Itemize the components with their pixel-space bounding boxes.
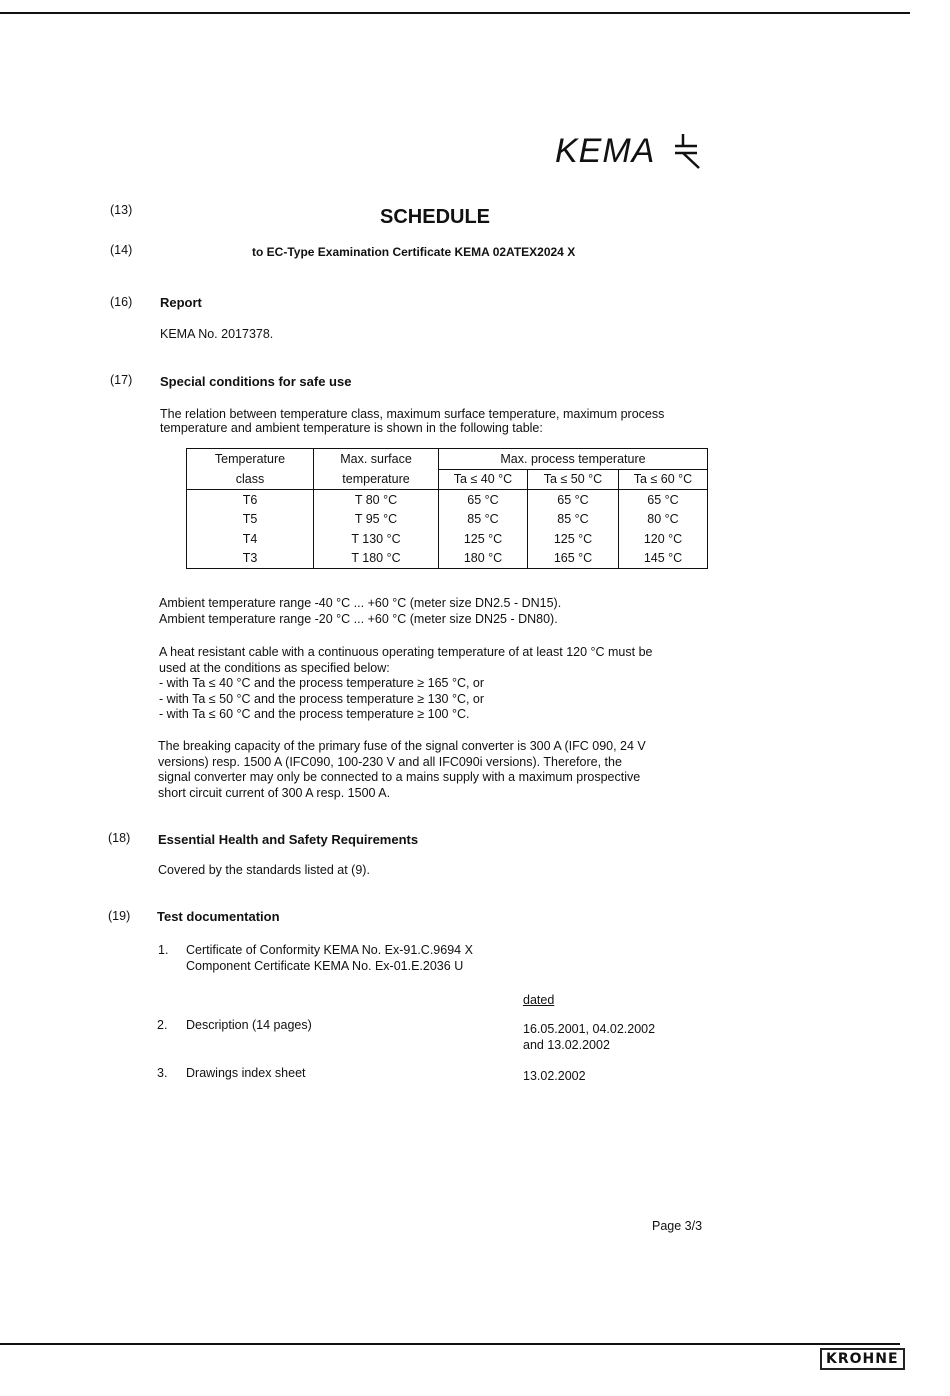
fuse-line: versions) resp. 1500 A (IFC090, 100-230 V and all IFC090i versions). Therefore, the — [158, 754, 622, 769]
intro-line: The relation between temperature class, maximum surface temperature, maximum process — [160, 407, 665, 421]
item-number: 3. — [157, 1066, 168, 1080]
cable-conditions — [159, 645, 652, 723]
header-col2-line: Max. surface — [340, 452, 412, 466]
ambient-ranges — [159, 596, 561, 627]
fuse-line: short circuit current of 300 A resp. 1500 A. — [158, 785, 391, 800]
table-cell: 85 °C — [439, 510, 528, 530]
header-max-surface — [314, 449, 439, 470]
date-line: and 13.02.2002 — [523, 1037, 610, 1052]
table-cell: 125 °C — [528, 529, 619, 549]
test-doc-item-1 — [186, 943, 473, 974]
temperature-table — [186, 448, 708, 569]
dated-label: dated — [523, 993, 555, 1007]
header-ta40: Ta ≤ 40 °C — [439, 469, 528, 490]
table-row — [187, 529, 708, 549]
special-conditions-heading: Special conditions for safe use — [160, 374, 352, 389]
section-number-14: (14) — [110, 243, 133, 257]
table-cell: 145 °C — [619, 549, 708, 569]
table-cell: 120 °C — [619, 529, 708, 549]
table-cell: T5 — [187, 510, 314, 530]
date-line: 16.05.2001, 04.02.2002 — [523, 1022, 656, 1036]
item-number: 1. — [158, 943, 169, 957]
table-cell: 180 °C — [439, 549, 528, 569]
certificate-subtitle: to EC-Type Examination Certificate KEMA 02ATEX2024 X — [252, 245, 576, 259]
page-number: Page 3/3 — [652, 1219, 703, 1233]
table-cell: T6 — [187, 490, 314, 510]
table-row — [187, 510, 708, 530]
fuse-line: The breaking capacity of the primary fuse of the signal converter is 300 A (IFC 090, 24 V — [158, 739, 646, 753]
table-row — [187, 490, 708, 510]
item-number: 2. — [157, 1018, 168, 1032]
report-number: KEMA No. 2017378. — [160, 327, 274, 341]
essential-heading: Essential Health and Safety Requirements — [158, 832, 419, 847]
table-cell: 165 °C — [528, 549, 619, 569]
table-row — [187, 549, 708, 569]
kema-logo — [555, 132, 655, 172]
table-cell: T4 — [187, 529, 314, 549]
fuse-paragraph — [158, 739, 646, 801]
table-cell: T 95 °C — [314, 510, 439, 530]
table-cell: T 80 °C — [314, 490, 439, 510]
schedule-title: SCHEDULE — [380, 206, 491, 228]
header-col1-line: Temperature — [214, 452, 286, 466]
essential-body: Covered by the standards listed at (9). — [158, 863, 370, 877]
header-col1-line2: class — [187, 469, 314, 490]
item-line: Certificate of Conformity KEMA No. Ex-91.C.9694 X — [186, 943, 473, 957]
section-number-18: (18) — [108, 831, 131, 845]
krohne-logo: KROHNE — [820, 1348, 905, 1370]
header-ta60: Ta ≤ 60 °C — [619, 469, 708, 490]
item-line: Component Certificate KEMA No. Ex-01.E.2036 U — [186, 958, 464, 973]
bottom-rule — [0, 1343, 900, 1345]
cable-line: used at the conditions as specified below: — [159, 660, 390, 675]
cable-line: A heat resistant cable with a continuous operating temperature of at least 120 °C must be — [159, 645, 653, 659]
section-number-13: (13) — [110, 203, 133, 217]
table-cell: T 130 °C — [314, 529, 439, 549]
kema-logo-text: KEMA — [555, 132, 656, 170]
section-number-17: (17) — [110, 373, 133, 387]
test-documentation-heading: Test documentation — [157, 909, 280, 924]
item-line: Drawings index sheet — [186, 1066, 306, 1080]
item-date — [523, 1022, 655, 1053]
intro-line: temperature and ambient temperature is shown in the following table: — [160, 420, 543, 435]
section-number-16: (16) — [110, 295, 133, 309]
table-cell: 125 °C — [439, 529, 528, 549]
table-cell: T3 — [187, 549, 314, 569]
special-intro — [160, 407, 664, 436]
item-date: 13.02.2002 — [523, 1069, 586, 1083]
table-cell: 65 °C — [439, 490, 528, 510]
kema-logo-mark-icon — [673, 132, 703, 170]
cable-line: - with Ta ≤ 50 °C and the process temperature ≥ 130 °C, or — [159, 691, 485, 706]
header-max-process-temperature: Max. process temperature — [439, 449, 708, 470]
table-cell: 85 °C — [528, 510, 619, 530]
header-temperature-class — [187, 449, 314, 470]
item-line: Description (14 pages) — [186, 1018, 312, 1032]
cable-line: - with Ta ≤ 60 °C and the process temperature ≥ 100 °C. — [159, 707, 470, 721]
table-cell: 80 °C — [619, 510, 708, 530]
table-cell: T 180 °C — [314, 549, 439, 569]
table-cell: 65 °C — [528, 490, 619, 510]
header-ta50: Ta ≤ 50 °C — [528, 469, 619, 490]
cable-line: - with Ta ≤ 40 °C and the process temperature ≥ 165 °C, or — [159, 676, 485, 690]
top-rule — [0, 12, 910, 14]
report-heading: Report — [160, 295, 202, 310]
ambient-line: Ambient temperature range -40 °C ... +60 °C (meter size DN2.5 - DN15). — [159, 596, 562, 610]
ambient-line: Ambient temperature range -20 °C ... +60 °C (meter size DN25 - DN80). — [159, 611, 558, 626]
header-col2-line2: temperature — [314, 469, 439, 490]
table-cell: 65 °C — [619, 490, 708, 510]
fuse-line: signal converter may only be connected to a mains supply with a maximum prospective — [158, 770, 641, 784]
section-number-19: (19) — [108, 909, 131, 923]
